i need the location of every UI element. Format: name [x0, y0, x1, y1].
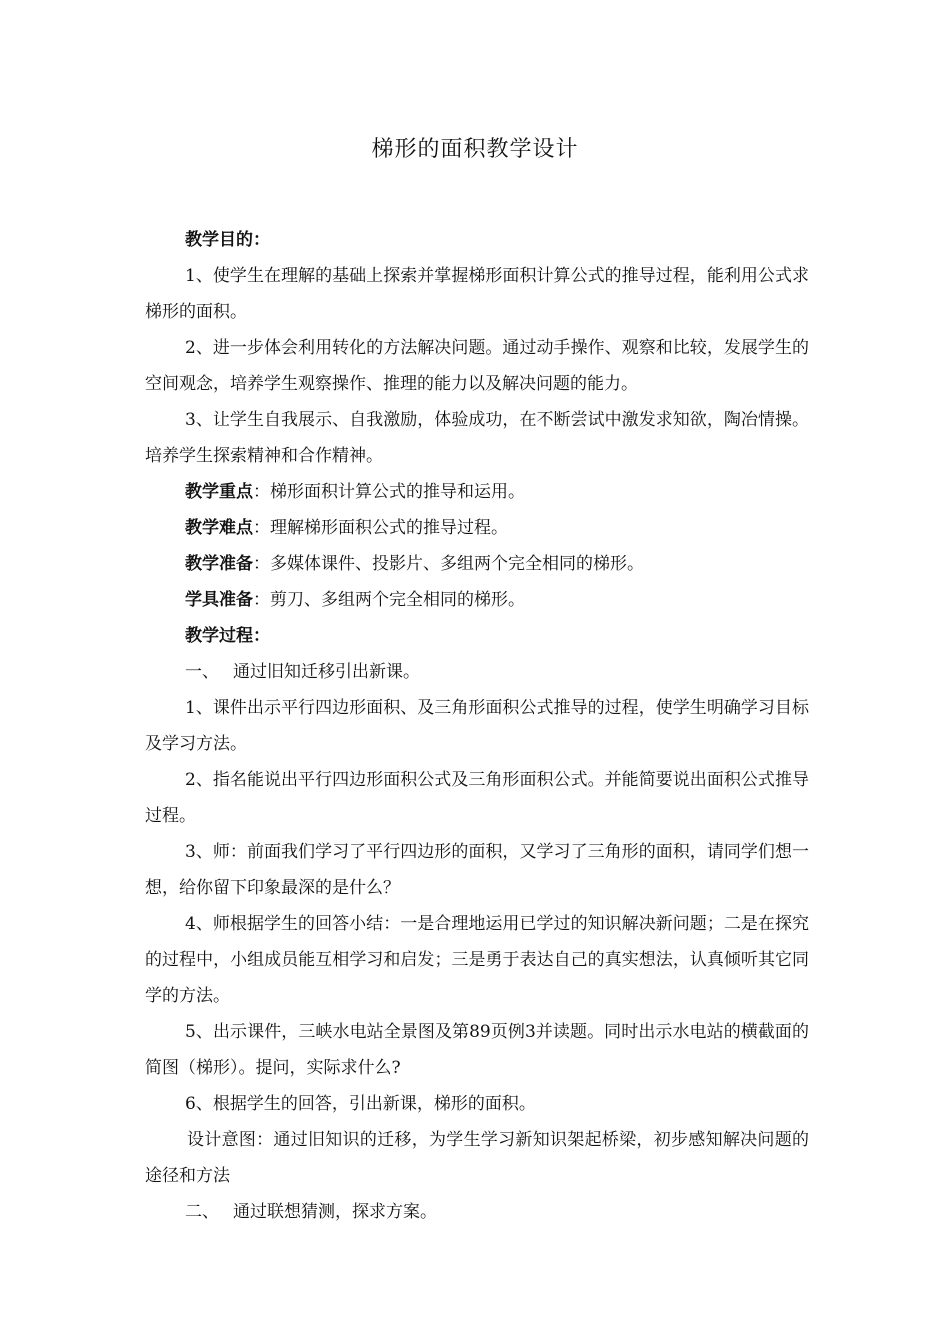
key-point-label: 教学重点 — [185, 482, 253, 502]
section-2-title: 通过联想猜测，探求方案。 — [233, 1202, 437, 1222]
key-point-line — [145, 474, 809, 510]
teaching-prep-text: ：多媒体课件、投影片、多组两个完全相同的梯形。 — [253, 554, 644, 574]
section-1-item: 3、师：前面我们学习了平行四边形的面积，又学习了三角形的面积，请同学们想一想，给你留下印象最深的是什么？ — [145, 842, 809, 898]
process-heading: 教学过程： — [185, 626, 270, 646]
section-2-number: 二、 — [185, 1202, 219, 1222]
objective-item: 2、进一步体会利用转化的方法解决问题。通过动手操作、观察和比较，发展学生的空间观念，培养学生观察操作、推理的能力以及解决问题的能力。 — [145, 338, 809, 394]
section-1-title: 通过旧知迁移引出新课。 — [233, 662, 420, 682]
student-prep-label: 学具准备 — [185, 590, 253, 610]
document-body — [145, 222, 809, 1230]
key-point-text: ：梯形面积计算公式的推导和运用。 — [253, 482, 525, 502]
objective-item: 3、让学生自我展示、自我激励，体验成功，在不断尝试中激发求知欲，陶冶情操。培养学生探索精神和合作精神。 — [145, 410, 809, 466]
difficulty-text: ：理解梯形面积公式的推导过程。 — [253, 518, 508, 538]
difficulty-label: 教学难点 — [185, 518, 253, 538]
design-intent: 设计意图：通过旧知识的迁移，为学生学习新知识架起桥梁，初步感知解决问题的途径和方法 — [145, 1130, 809, 1186]
student-prep-line — [145, 582, 809, 618]
section-1-heading — [145, 654, 809, 690]
section-1-number: 一、 — [185, 662, 219, 682]
section-1-item: 2、指名能说出平行四边形面积公式及三角形面积公式。并能简要说出面积公式推导过程。 — [145, 770, 809, 826]
section-1-item: 4、师根据学生的回答小结：一是合理地运用已学过的知识解决新问题；二是在探究的过程中，小组成员能互相学习和启发；三是勇于表达自己的真实想法，认真倾听其它同学的方法。 — [145, 914, 809, 1006]
objectives-heading: 教学目的： — [185, 230, 270, 250]
teaching-prep-label: 教学准备 — [185, 554, 253, 574]
student-prep-text: ：剪刀、多组两个完全相同的梯形。 — [253, 590, 525, 610]
objective-item: 1、使学生在理解的基础上探索并掌握梯形面积计算公式的推导过程，能利用公式求梯形的面积。 — [145, 266, 809, 322]
difficulty-line — [145, 510, 809, 546]
section-1-item: 6、根据学生的回答，引出新课，梯形的面积。 — [185, 1094, 536, 1114]
document-title: 梯形的面积教学设计 — [371, 137, 579, 162]
section-1-item: 5、出示课件，三峡水电站全景图及第89页例3并读题。同时出示水电站的横截面的简图（梯形）。提问，实际求什么? — [145, 1022, 809, 1078]
teaching-prep-line — [145, 546, 809, 582]
section-1-item: 1、课件出示平行四边形面积、及三角形面积公式推导的过程，使学生明确学习目标及学习方法。 — [145, 698, 809, 754]
section-2-heading — [145, 1194, 809, 1230]
